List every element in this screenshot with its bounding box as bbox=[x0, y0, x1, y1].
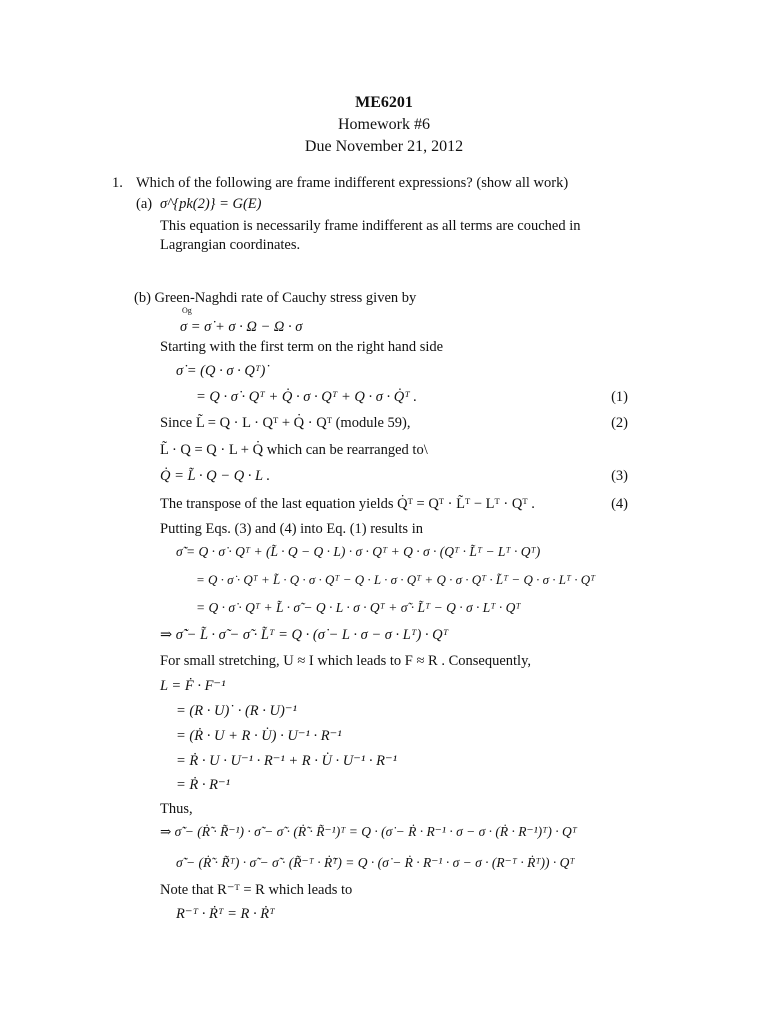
equation-number-4: (4) bbox=[611, 496, 628, 512]
thus-text: Thus, bbox=[160, 801, 193, 817]
since-text: Since L̃ = Q · L · Qᵀ + Q̇ · Qᵀ (module 59), bbox=[160, 415, 411, 431]
equation-e3: = (Ṙ · U + R · U̇) · U⁻¹ · R⁻¹ bbox=[176, 728, 342, 744]
equation-g: R⁻ᵀ · Ṙᵀ = R · Ṙᵀ bbox=[176, 906, 275, 922]
equation-d2: = Q · σ̇ · Qᵀ + L̃ · Q · σ · Qᵀ − Q · L · σ · Qᵀ + Q · σ · Qᵀ · L̃ᵀ − Q · σ · Lᵀ · Qᵀ bbox=[196, 572, 596, 587]
problem-question: Which of the following are frame indifferent expressions? (show all work) bbox=[136, 175, 569, 191]
equation-d4: ⇒ σ̇̃ − L̃ · σ̃ − σ̃ · L̃ᵀ = Q · (σ̇ − L · σ − σ · Lᵀ) · Qᵀ bbox=[160, 627, 449, 643]
equation-c: Q̇ = L̃ · Q − Q · L . bbox=[160, 468, 271, 484]
small-stretching-text: For small stretching, U ≈ I which leads to F ≈ R . Consequently, bbox=[160, 653, 531, 669]
problem-number: 1. bbox=[112, 175, 123, 191]
part-a-text-line1: This equation is necessarily frame indifferent as all terms are couched in bbox=[160, 218, 581, 234]
part-a-label: (a) bbox=[136, 196, 153, 212]
note-text: Note that R⁻ᵀ = R which leads to bbox=[160, 882, 353, 898]
equation-f1: ⇒ σ̇̃ − (Ṙ̃ · R̃⁻¹) · σ̃ − σ̃ · (Ṙ̃ · R̃⁻¹)ᵀ = Q · (σ̇ − Ṙ · R⁻¹ · σ − σ · (Ṙ · R⁻¹)ᵀ) · Qᵀ bbox=[160, 824, 577, 839]
starting-text: Starting with the first term on the right hand side bbox=[160, 339, 444, 355]
equation-a: σ̇ = (Q · σ · Qᵀ)˙ bbox=[176, 363, 271, 379]
part-a-text-line2: Lagrangian coordinates. bbox=[160, 237, 301, 253]
gn-rate-definition: σ = σ̇ + σ · Ω − Ω · σ bbox=[180, 319, 303, 335]
course-code: ME6201 bbox=[355, 94, 413, 111]
og-label: Og bbox=[182, 306, 192, 315]
equation-e5: = Ṙ · R⁻¹ bbox=[176, 777, 230, 793]
rearrange-text: L̃ · Q = Q · L + Q̇ which can be rearranged to\ bbox=[160, 442, 428, 458]
equation-b: = Q · σ̇ · Qᵀ + Q̇ · σ · Qᵀ + Q · σ · Q̇ᵀ . bbox=[196, 389, 418, 405]
equation-e4: = Ṙ · U · U⁻¹ · R⁻¹ + R · U̇ · U⁻¹ · R⁻¹ bbox=[176, 753, 398, 769]
homework-title: Homework #6 bbox=[338, 116, 430, 133]
equation-f2: σ̇̃ − (Ṙ̃ · R̃ᵀ) · σ̃ − σ̃ · (R̃⁻ᵀ · Ṙ̃ᵀ) = Q · (σ̇ − Ṙ · R⁻¹ · σ − σ · (R⁻ᵀ · Ṙᵀ)) · Qᵀ bbox=[176, 855, 575, 870]
equation-e2: = (R · U)˙ · (R · U)⁻¹ bbox=[176, 703, 297, 719]
due-date: Due November 21, 2012 bbox=[304, 138, 464, 155]
equation-number-3: (3) bbox=[611, 468, 628, 484]
part-a-equation: σ^{pk(2)} = G(E) bbox=[160, 196, 262, 212]
equation-d3: = Q · σ̇ · Qᵀ + L̃ · σ̃ − Q · L · σ · Qᵀ + σ̃ · L̃ᵀ − Q · σ · Lᵀ · Qᵀ bbox=[196, 600, 521, 615]
equation-d1: σ̇̃ = Q · σ̇ · Qᵀ + (L̃ · Q − Q · L) · σ · Qᵀ + Q · σ · (Qᵀ · L̃ᵀ − Lᵀ · Qᵀ) bbox=[176, 544, 541, 559]
putting-text: Putting Eqs. (3) and (4) into Eq. (1) results in bbox=[160, 521, 423, 537]
part-b-intro: (b) Green-Naghdi rate of Cauchy stress given by bbox=[134, 290, 417, 306]
equation-e1: L = Ḟ · F⁻¹ bbox=[160, 678, 226, 694]
transpose-text: The transpose of the last equation yields Q̇ᵀ = Qᵀ · L̃ᵀ − Lᵀ · Qᵀ . bbox=[160, 496, 535, 512]
equation-number-2: (2) bbox=[611, 415, 628, 431]
equation-number-1: (1) bbox=[611, 389, 628, 405]
